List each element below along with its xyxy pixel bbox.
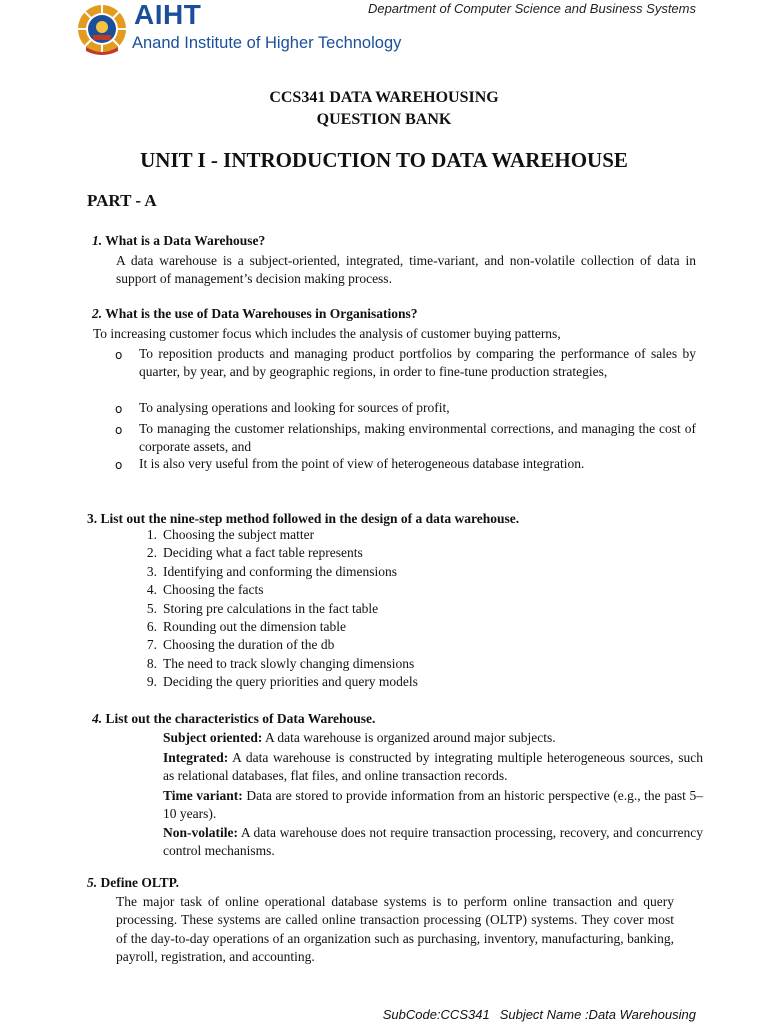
subject-code: SubCode:CCS341 xyxy=(382,1007,490,1022)
step-text: Identifying and conforming the dimensions xyxy=(163,563,397,579)
list-item-text: It is also very useful from the point of view of heterogeneous database integration. xyxy=(139,456,585,471)
question-number: 3. xyxy=(87,511,98,526)
subject-name: Subject Name :Data Warehousing xyxy=(499,1007,696,1022)
logo-short-name: AIHT xyxy=(134,0,202,30)
characteristic-term: Subject oriented: xyxy=(163,730,263,745)
characteristic-item xyxy=(163,729,703,747)
question-text: List out the nine-step method followed in the design of a data warehouse. xyxy=(100,511,520,526)
step-text: The need to track slowly changing dimensions xyxy=(163,655,415,671)
list-item-text: To reposition products and managing product portfolios by comparing the performance of sales by quarter, by year, and by geographic regions, in order to fine-tune production strategies, xyxy=(139,346,696,380)
step-text: Choosing the duration of the db xyxy=(163,637,335,653)
list-item xyxy=(146,544,363,562)
question-number: 5. xyxy=(87,875,98,890)
step-number: 9. xyxy=(146,674,157,690)
question-3 xyxy=(87,511,519,527)
step-number: 8. xyxy=(146,655,157,671)
characteristic-term: Integrated: xyxy=(163,750,229,765)
step-text: Choosing the facts xyxy=(163,582,264,598)
step-number: 1. xyxy=(146,527,157,542)
list-item xyxy=(146,673,418,691)
list-item xyxy=(146,581,264,599)
step-text: Rounding out the dimension table xyxy=(163,619,346,634)
answer-5: The major task of online operational database systems is to perform online transaction and query processing. These systems are called online transaction processing (OLTP) systems. They cover most of the day-to-day operations of an organization such as purchasing, inventory, manufacturing, banking, payroll, registration, and accounting. xyxy=(116,894,674,965)
circle-bullet-icon: o xyxy=(115,402,123,416)
question-text: What is the use of Data Warehouses in Organisations? xyxy=(105,306,418,321)
institute-logo xyxy=(76,2,436,56)
question-text: List out the characteristics of Data Warehouse. xyxy=(105,711,376,726)
characteristic-term: Non-volatile: xyxy=(163,825,238,840)
step-number: 3. xyxy=(146,563,157,579)
step-number: 5. xyxy=(146,600,157,616)
question-text: Define OLTP. xyxy=(100,875,180,890)
college-seal-icon xyxy=(76,3,128,55)
question-number: 1. xyxy=(92,233,103,248)
list-item xyxy=(146,563,397,581)
question-4 xyxy=(92,711,375,727)
list-item xyxy=(115,345,696,382)
list-item xyxy=(115,420,696,457)
list-item xyxy=(115,455,696,473)
step-number: 7. xyxy=(146,637,157,653)
question-bank-title: QUESTION BANK xyxy=(316,111,452,128)
question-number: 2. xyxy=(92,306,103,321)
step-text: Choosing the subject matter xyxy=(163,527,315,542)
list-item xyxy=(146,636,335,654)
list-item xyxy=(146,526,315,544)
course-code-title: CCS341 DATA WAREHOUSING xyxy=(269,89,499,106)
step-number: 2. xyxy=(146,545,157,561)
step-text: Storing pre calculations in the fact table xyxy=(163,600,379,616)
logo-full-name: Anand Institute of Higher Technology xyxy=(132,34,402,52)
characteristic-item xyxy=(163,787,703,824)
list-item xyxy=(115,399,696,417)
list-item xyxy=(146,600,379,618)
step-number: 4. xyxy=(146,582,157,598)
circle-bullet-icon: o xyxy=(115,458,123,472)
list-item xyxy=(146,618,346,636)
characteristic-term: Time variant: xyxy=(163,788,243,803)
characteristic-item xyxy=(163,749,703,786)
answer-1: A data warehouse is a subject-oriented, integrated, time-variant, and non-volatile collection of data in support of management’s decision making process. xyxy=(116,253,696,287)
characteristic-desc: A data warehouse is organized around major subjects. xyxy=(262,730,556,745)
step-number: 6. xyxy=(146,619,157,634)
list-item-text: To analysing operations and looking for sources of profit, xyxy=(139,400,450,415)
question-number: 4. xyxy=(92,711,103,726)
characteristic-desc: A data warehouse does not require transaction processing, recovery, and concurrency control mechanisms. xyxy=(163,825,703,859)
question-2 xyxy=(92,306,418,322)
course-title xyxy=(0,87,768,131)
question-text: What is a Data Warehouse? xyxy=(105,233,266,248)
page-footer xyxy=(383,1007,696,1022)
question-1 xyxy=(92,233,265,249)
question-5 xyxy=(87,875,179,891)
characteristic-desc: A data warehouse is constructed by integrating multiple heterogeneous sources, such as relational databases, flat files, and online transaction records. xyxy=(163,750,703,784)
unit-title: UNIT I - INTRODUCTION TO DATA WAREHOUSE xyxy=(140,148,628,172)
characteristic-item xyxy=(163,824,703,861)
circle-bullet-icon: o xyxy=(115,348,123,362)
step-text: Deciding the query priorities and query models xyxy=(163,674,418,690)
part-heading: PART - A xyxy=(87,191,157,210)
department-name: Department of Computer Science and Business Systems xyxy=(367,1,696,16)
circle-bullet-icon: o xyxy=(115,423,123,437)
characteristic-desc: Data are stored to provide information from an historic perspective (e.g., the past 5–10 years). xyxy=(163,788,703,822)
list-item-text: To managing the customer relationships, making environmental corrections, and managing the cost of corporate assets, and xyxy=(139,421,696,455)
list-item xyxy=(146,655,415,673)
step-text: Deciding what a fact table represents xyxy=(163,545,363,561)
answer-2-intro: To increasing customer focus which includes the analysis of customer buying patterns, xyxy=(93,326,561,341)
